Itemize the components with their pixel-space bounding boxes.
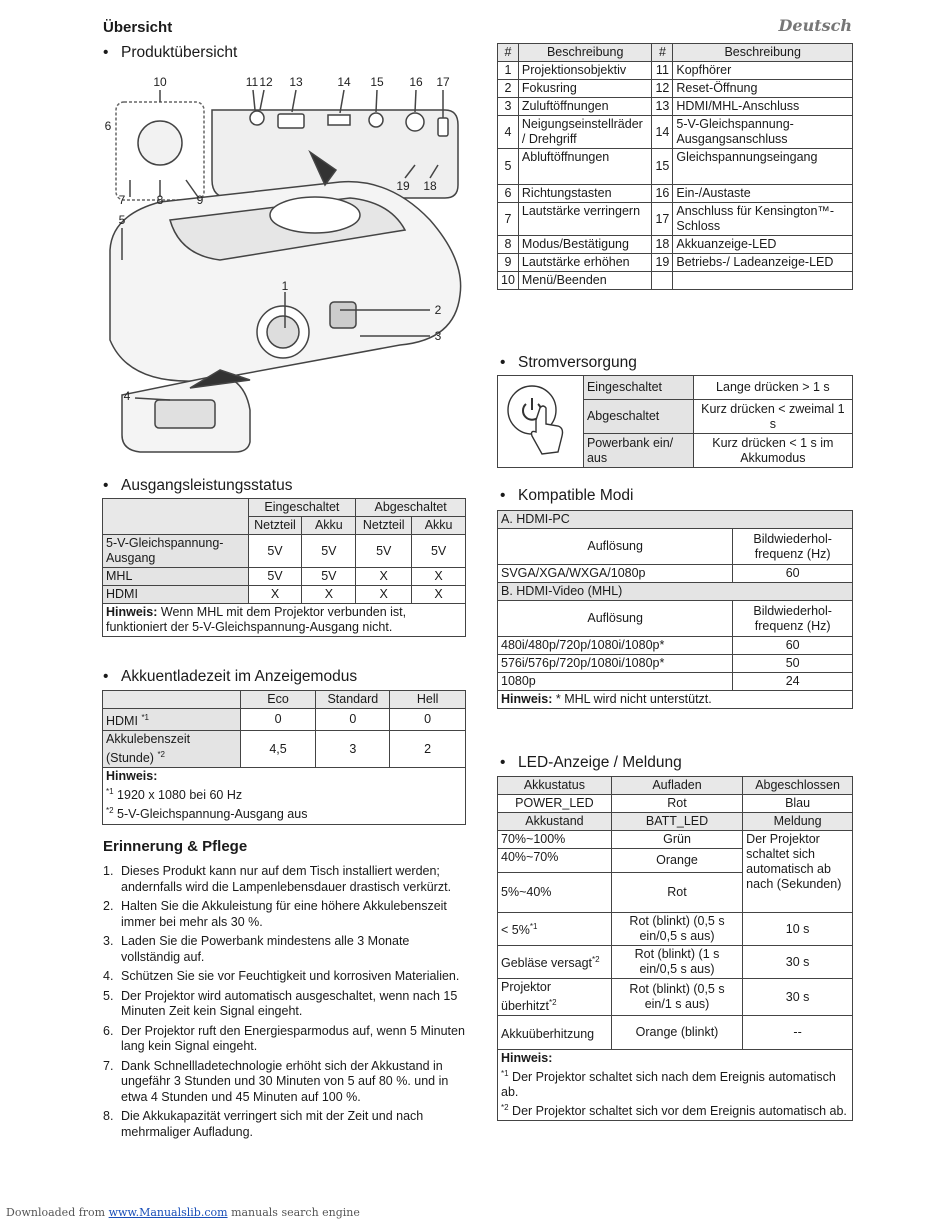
table-row: 4 Neigungseinstellräder / Drehgriff 14 5-V-Gleichspannung-Ausgangsanschluss bbox=[498, 116, 853, 149]
list-item: 8. Die Akkukapazität verringert sich mit der Zeit und nach mehrmaliger Aufladung. bbox=[103, 1109, 424, 1139]
list-item: 7. Dank Schnellladetechnologie erhöht sich der Akkustand in ungefähr 3 Stunden und 30 Minuten von 5 auf 80 %. und in etwa 4 Stunden und 45 Minuten auf 100 %. bbox=[103, 1058, 449, 1104]
parts-col-number: # bbox=[652, 44, 673, 62]
list-item: 2. Halten Sie die Akkuleistung für eine höhere Akkulebenszeit immer bei mehr als 30 %. bbox=[103, 899, 447, 929]
table-row: 1080p 24 bbox=[498, 673, 853, 691]
projector-diagram bbox=[100, 70, 480, 462]
callout-3: 3 bbox=[434, 329, 442, 343]
charge-time-table: Eco Standard Hell HDMI $^{*1}$ 0 0 0 Akkulebenszeit (Stunde) $^{*2}$ 4,5 3 2 Hinweis: $^{*1}$ 1920 x 1080 bei 60 Hz $^{*2}$ 5-V-Gleichspannung-Ausgang aus bbox=[102, 690, 466, 825]
parts-col-description: Beschreibung bbox=[518, 44, 652, 62]
compatible-modes-table: A. HDMI-PC Auflösung Bildwiederhol-frequenz (Hz) SVGA/XGA/WXGA/1080p 60 B. HDMI-Video (MHL) Auflösung Bildwiederhol-frequenz (Hz) 480i/480p/720p/1080i/1080p* 60 576i/576p/720p/1080i/1080p* 50 1080p 24 Hinweis: * MHL wird nicht unterstützt. bbox=[497, 510, 853, 709]
table-row: 480i/480p/720p/1080i/1080p* 60 bbox=[498, 637, 853, 655]
list-item: 6. Der Projektor ruft den Energiesparmodus auf, wenn 5 Minuten lang kein Signal eingeht. bbox=[103, 1023, 465, 1053]
table-row: 8 Modus/Bestätigung 18 Akkuanzeige-LED bbox=[498, 236, 853, 254]
table-row: 7 Lautstärke verringern 17 Anschluss für Kensington™-Schloss bbox=[498, 203, 853, 236]
output-status-heading: • Ausgangsleistungsstatus bbox=[103, 477, 293, 494]
led-table: Akkustatus Aufladen Abgeschlossen POWER_LED Rot Blau Akkustand BATT_LED Meldung 70%~100% Grün Der Projektor schaltet sich automatisch ab nach (Sekunden) 40%~70% Orange 5%~40% Rot < 5%$^{*1}$ Rot (blinkt) (0,5 s ein/0,5 s aus) 10 s Gebläse versagt$^{*2}$ Rot (blinkt) (1 s ein/0,5 s aus) 30 s Projektor überhitzt$^{*2}$ Rot (blinkt) (0,5 s ein/1 s aus) 30 s Akkuüberhitzung Orange (blinkt) -- Hinweis: $^{*1}$ Der Projektor schaltet sich nach dem Ereignis automatisch ab. $^{*2}$ Der Projektor schaltet sich vor dem Ereignis automatisch ab. bbox=[497, 776, 853, 1121]
callout-4: 4 bbox=[123, 389, 131, 403]
callout-8: 8 bbox=[156, 193, 164, 207]
compatible-modes-note: Hinweis: * MHL wird nicht unterstützt. bbox=[498, 691, 853, 709]
callout-18: 18 bbox=[423, 179, 437, 193]
callout-6: 6 bbox=[104, 119, 112, 133]
table-row: 3 Zuluftöffnungen 13 HDMI/MHL-Anschluss bbox=[498, 98, 853, 116]
callout-15: 15 bbox=[370, 75, 384, 89]
table-row: 40%~70% Orange bbox=[498, 849, 853, 873]
table-row: 5%~40% Rot bbox=[498, 873, 853, 913]
parts-col-number: # bbox=[498, 44, 519, 62]
table-row: Akkuüberhitzung Orange (blinkt) -- bbox=[498, 1016, 853, 1050]
callout-17: 17 bbox=[436, 75, 450, 89]
table-row: 10 Menü/Beenden bbox=[498, 272, 853, 290]
parts-table bbox=[497, 43, 853, 290]
callout-14: 14 bbox=[337, 75, 351, 89]
charge-time-heading: • Akkuentladezeit im Anzeigemodus bbox=[103, 668, 358, 685]
footer: Downloaded from www.Manualslib.com manuals search engine bbox=[6, 1206, 360, 1219]
led-note: Hinweis: $^{*1}$ Der Projektor schaltet sich nach dem Ereignis automatisch ab. $^{*2}$ Der Projektor schaltet sich vor dem Ereignis automatisch ab. bbox=[498, 1050, 853, 1121]
care-title: Erinnerung & Pflege bbox=[103, 838, 248, 855]
overview-title: Übersicht bbox=[103, 19, 173, 36]
callout-10: 10 bbox=[153, 75, 167, 89]
table-row: Gebläse versagt$^{*2}$ Rot (blinkt) (1 s ein/0,5 s aus) 30 s bbox=[498, 946, 853, 979]
table-row: HDMI X X X X bbox=[103, 586, 466, 604]
table-row: Projektor überhitzt$^{*2}$ Rot (blinkt) (0,5 s ein/1 s aus) 30 s bbox=[498, 979, 853, 1016]
table-row: POWER_LED Rot Blau bbox=[498, 795, 853, 813]
list-item: 1. Dieses Produkt kann nur auf dem Tisch installiert werden; andernfalls wird die Lampenlebensdauer drastisch verkürzt. bbox=[103, 864, 452, 894]
power-supply-heading: • Stromversorgung bbox=[500, 354, 637, 371]
compatible-modes-heading: • Kompatible Modi bbox=[500, 487, 634, 504]
callout-19: 19 bbox=[396, 179, 410, 193]
table-row: 5 Abluftöffnungen 15 Gleichspannungseingang bbox=[498, 149, 853, 185]
callout-7: 7 bbox=[118, 193, 126, 207]
parts-col-description: Beschreibung bbox=[673, 44, 853, 62]
table-row: 70%~100% Grün Der Projektor schaltet sich automatisch ab nach (Sekunden) bbox=[498, 831, 853, 849]
auto-off-message: Der Projektor schaltet sich automatisch ab nach (Sekunden) bbox=[743, 831, 853, 913]
list-item: 5. Der Projektor wird automatisch ausgeschaltet, wenn nach 15 Minuten Zeit kein Signal eingeht. bbox=[103, 988, 458, 1018]
callout-11: 11 bbox=[245, 75, 259, 89]
callout-12: 12 bbox=[259, 75, 273, 89]
table-row: SVGA/XGA/WXGA/1080p 60 bbox=[498, 565, 853, 583]
table-row: 9 Lautstärke erhöhen 19 Betriebs-/ Ladeanzeige-LED bbox=[498, 254, 853, 272]
product-overview-heading: • Produktübersicht bbox=[103, 44, 238, 61]
callout-16: 16 bbox=[409, 75, 423, 89]
table-row: 2 Fokusring 12 Reset-Öffnung bbox=[498, 80, 853, 98]
language-label: Deutsch bbox=[778, 16, 852, 35]
table-row: Akkulebenszeit (Stunde) $^{*2}$ 4,5 3 2 bbox=[103, 731, 466, 768]
power-supply-table: Eingeschaltet Lange drücken > 1 s Abgeschaltet Kurz drücken < zweimal 1 s Powerbank ein/ aus Kurz drücken < 1 s im Akkumodus bbox=[497, 375, 853, 468]
table-row: MHL 5V 5V X X bbox=[103, 568, 466, 586]
output-status-table: Eingeschaltet Abgeschaltet Netzteil Akku Netzteil Akku 5-V-Gleichspannung-Ausgang 5V 5V 5V 5V MHL 5V 5V X X HDMI X X X X Hinweis: Wenn MHL mit dem Projektor verbunden ist, funktioniert der 5-V-Gleichspannung-Ausgang nicht. bbox=[102, 498, 466, 637]
power-button-illustration bbox=[498, 376, 584, 468]
list-item: 3. Laden Sie die Powerbank mindestens alle 3 Monate vollständig auf. bbox=[103, 934, 410, 964]
callout-13: 13 bbox=[289, 75, 303, 89]
list-item: 4. Schützen Sie sie vor Feuchtigkeit und korrosiven Materialien. bbox=[103, 969, 460, 983]
table-row: 576i/576p/720p/1080i/1080p* 50 bbox=[498, 655, 853, 673]
manualslib-link[interactable]: www.Manualslib.com bbox=[108, 1206, 228, 1219]
care-list bbox=[103, 864, 471, 1144]
output-status-note: Hinweis: Wenn MHL mit dem Projektor verbunden ist, funktioniert der 5-V-Gleichspannung-Ausgang nicht. bbox=[103, 604, 466, 637]
table-row: 6 Richtungstasten 16 Ein-/Austaste bbox=[498, 185, 853, 203]
table-row: HDMI $^{*1}$ 0 0 0 bbox=[103, 709, 466, 731]
charge-time-note: Hinweis: $^{*1}$ 1920 x 1080 bei 60 Hz $^{*2}$ 5-V-Gleichspannung-Ausgang aus bbox=[103, 768, 466, 824]
callout-5: 5 bbox=[118, 213, 126, 227]
table-row: 1 Projektionsobjektiv 11 Kopfhörer bbox=[498, 62, 853, 80]
table-row: < 5%$^{*1}$ Rot (blinkt) (0,5 s ein/0,5 s aus) 10 s bbox=[498, 913, 853, 946]
callout-2: 2 bbox=[434, 303, 442, 317]
table-row: 5-V-Gleichspannung-Ausgang 5V 5V 5V 5V bbox=[103, 535, 466, 568]
callout-9: 9 bbox=[196, 193, 204, 207]
led-heading: • LED-Anzeige / Meldung bbox=[500, 754, 682, 771]
callout-1: 1 bbox=[281, 279, 289, 293]
